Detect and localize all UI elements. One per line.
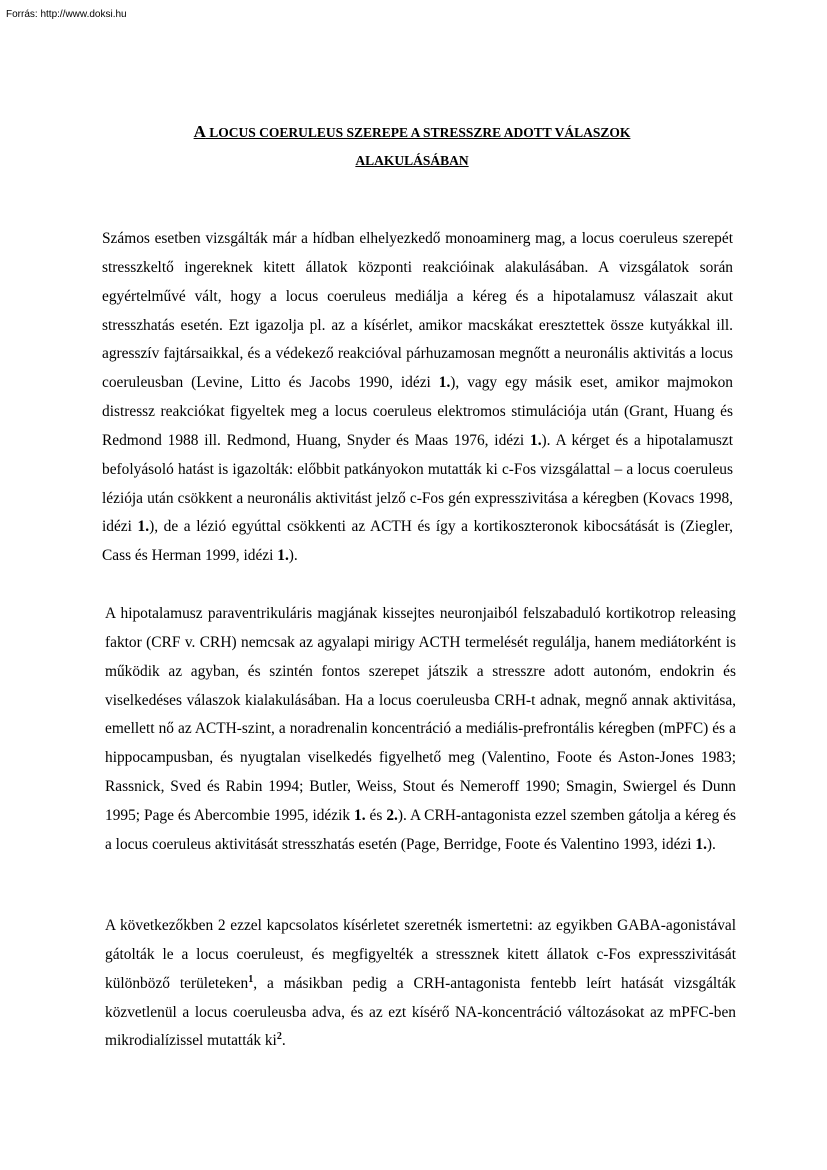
- p1-reference-3: 1.: [137, 518, 150, 536]
- paragraph-1: [97, 225, 733, 571]
- title-line1-rest: LOCUS COERULEUS SZEREPE A STRESSZRE ADOTT VÁLASZOK: [205, 125, 631, 140]
- p3-text-1: A következőkben 2 ezzel kapcsolatos kísérletet szeretnék ismertetni: az egyikben GABA-agonistával gátolták le a locus coeruleust, és megfigyelték a stressznek kitett állatok c-Fos expresszivitását különböző területeken: [105, 917, 736, 992]
- p2-text-2: és: [365, 806, 387, 824]
- p2-reference-3: 1.: [695, 835, 707, 853]
- paragraph-3: [97, 912, 736, 1056]
- p1-text-2: ), vagy egy másik eset, amikor majmokon distressz reakciókat figyeltek meg a locus coeruleus elektromos stimulációja után (Grant, Huang és Redmond 1988 ill. Redmond, Huang, Snyder és Maas 1976, idézi: [102, 374, 733, 449]
- p1-text-5: ).: [288, 547, 298, 565]
- footnote-marker-1[interactable]: 1: [248, 973, 254, 985]
- p3-text-2: , a másikban pedig a CRH-antagonista fentebb leírt hatását vizsgálták közvetlenül a locus coeruleusba adva, és az ezt kísérő NA-koncentráció változásokat az mPFC-ben mikrodialízissel mutatták ki: [105, 974, 736, 1050]
- p1-text-3: ). A kérget és a hipotalamuszt befolyásoló hatást is igazolták: előbbit patkányokon mutatták ki c-Fos vizsgálattal – a locus coeruleus léziója után csökkent a neuronális aktivitást jelző c-Fos gén expresszivitása a kéregben (Kovacs 1998, idézi: [102, 431, 734, 536]
- p1-reference-1: 1.: [438, 374, 451, 392]
- p2-reference-1: 1.: [354, 806, 366, 824]
- footnote-marker-2[interactable]: 2: [276, 1031, 282, 1043]
- source-url: Forrás: http://www.doksi.hu: [6, 9, 127, 20]
- p2-reference-2: 2.: [386, 806, 398, 824]
- p2-text-1: A hipotalamusz paraventrikuláris magjának kissejtes neuronjaiból felszabaduló kortikotrop releasing faktor (CRF v. CRH) nemcsak az agyalapi mirigy ACTH termelését regulálja, hanem mediátorként is működik az agyban, és szintén fontos szerepet játszik a stresszre adott autonóm, endokrin és viselkedéses válaszok kialakulásában. Ha a locus coeruleusba CRH-t adnak, megnő annak aktivitása, emellett nő az ACTH-szint, a noradrenalin koncentráció a mediális-prefrontális kéregben (mPFC) és a hippocampusban, és nyugtalan viselkedés figyelhető meg (Valentino, Foote és Aston-Jones 1983; Rassnick, Sved és Rabin 1994; Butler, Weiss, Stout és Nemeroff 1990; Smagin, Swiergel és Dunn 1995; Page és Abercombie 1995, idézik: [105, 605, 736, 824]
- p1-text-4: ), de a lézió egyúttal csökkenti az ACTH és így a kortikoszteronok kibocsátását is (Ziegler, Cass és Herman 1999, idézi: [102, 518, 734, 565]
- p1-reference-4: 1.: [277, 547, 289, 565]
- title-line2: ALAKULÁSÁBAN: [355, 153, 469, 168]
- p3-text-3: .: [281, 1032, 286, 1050]
- title-first-letter: A: [193, 122, 206, 141]
- p1-reference-2: 1.: [530, 431, 542, 449]
- p1-text-1: Számos esetben vizsgálták már a hídban elhelyezkedő monoaminerg mag, a locus coeruleus szerepét stresszkeltő ingereknek kitett állatok központi reakcióinak alakulásában. A vizsgálatok során egyértelművé vált, hogy a locus coeruleus mediálja a kéreg és a hipotalamusz válaszait akut stresszhatás esetén. Ezt igazolja pl. az a kísérlet, amikor macskákat eresztettek össze kutyákkal ill. agresszív fajtársaikkal, és a védekező reakcióval párhuzamosan megnőtt a neuronális aktivitás a locus coeruleusban (Levine, Litto és Jacobs 1990, idézi: [102, 230, 733, 392]
- p2-text-4: ).: [706, 835, 716, 853]
- paragraph-2: [97, 600, 736, 860]
- page-title: [97, 118, 727, 174]
- p2-text-3: ). A CRH-antagonista ezzel szemben gátolja a kéreg és a locus coeruleus aktivitását stresszhatás esetén (Page, Berridge, Foote és Valentino 1993, idézi: [105, 806, 736, 853]
